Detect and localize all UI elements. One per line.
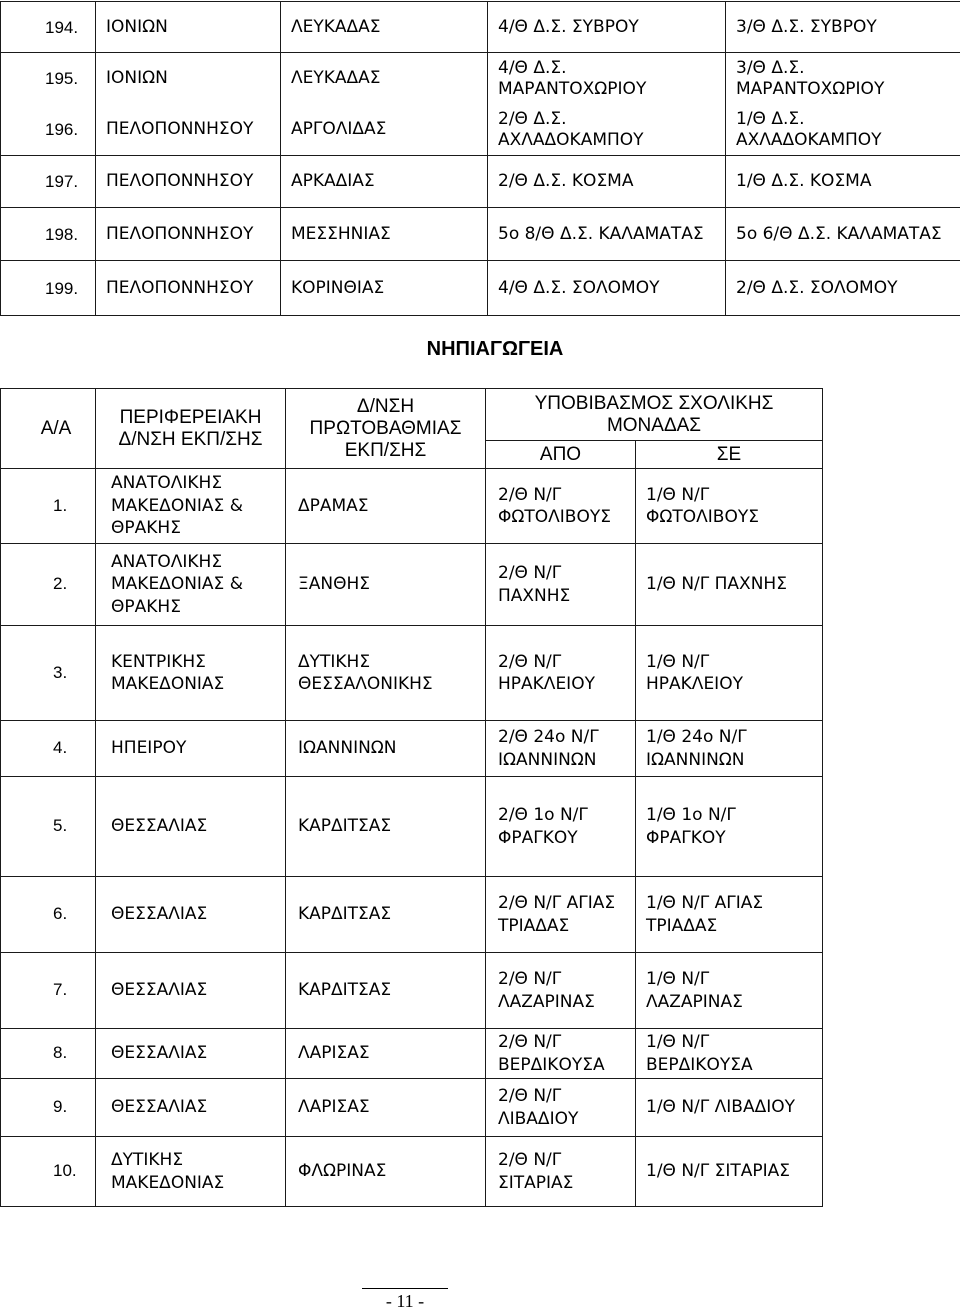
to-school-cell: 1/Θ Ν/Γ ΒΕΡΔΙΚΟΥΣΑ bbox=[636, 1029, 823, 1079]
to-school-cell: 2/Θ Δ.Σ. ΣΟΛΟΜΟΥ bbox=[726, 261, 960, 316]
region-cell: ΚΕΝΤΡΙΚΗΣ ΜΑΚΕΔΟΝΙΑΣ bbox=[96, 626, 286, 721]
table-row bbox=[1, 2, 960, 53]
table-row bbox=[1, 777, 823, 877]
region-cell: ΘΕΣΣΑΛΙΑΣ bbox=[96, 877, 286, 953]
directorate-cell: ΙΩΑΝΝΙΝΩΝ bbox=[286, 721, 486, 777]
header-regional-directorate: ΠΕΡΙΦΕΡΕΙΑΚΗ Δ/ΝΣΗ ΕΚΠ/ΣΗΣ bbox=[96, 389, 286, 469]
primary-school-relocation-table bbox=[0, 1, 960, 316]
header-to: ΣΕ bbox=[636, 441, 823, 469]
to-school-cell: 1/Θ Ν/Γ ΗΡΑΚΛΕΙΟΥ bbox=[636, 626, 823, 721]
row-number: 10. bbox=[1, 1137, 96, 1207]
prefecture-cell: ΛΕΥΚΑΔΑΣ bbox=[281, 2, 488, 53]
to-school-cell: 1/Θ Ν/Γ ΑΓΙΑΣ ΤΡΙΑΔΑΣ bbox=[636, 877, 823, 953]
table-row bbox=[1, 53, 960, 105]
table-header-row bbox=[1, 389, 823, 441]
from-school-cell: 2/Θ Δ.Σ. ΚΟΣΜΑ bbox=[488, 156, 726, 208]
table-row bbox=[1, 953, 823, 1029]
from-school-cell: 2/Θ Ν/Γ ΛΑΖΑΡΙΝΑΣ bbox=[486, 953, 636, 1029]
to-school-cell: 1/Θ Ν/Γ ΛΙΒΑΔΙΟΥ bbox=[636, 1079, 823, 1137]
from-school-cell: 2/Θ Ν/Γ ΠΑΧΝΗΣ bbox=[486, 544, 636, 626]
region-cell: ΔΥΤΙΚΗΣ ΜΑΚΕΔΟΝΙΑΣ bbox=[96, 1137, 286, 1207]
region-cell: ΙΟΝΙΩΝ bbox=[96, 53, 281, 105]
region-cell: ΑΝΑΤΟΛΙΚΗΣ ΜΑΚΕΔΟΝΙΑΣ & ΘΡΑΚΗΣ bbox=[96, 544, 286, 626]
directorate-cell: ΛΑΡΙΣΑΣ bbox=[286, 1079, 486, 1137]
row-number: 2. bbox=[1, 544, 96, 626]
header-from: ΑΠΟ bbox=[486, 441, 636, 469]
from-school-cell: 2/Θ 24ο Ν/Γ ΙΩΑΝΝΙΝΩΝ bbox=[486, 721, 636, 777]
table-row bbox=[1, 261, 960, 316]
to-school-cell: 1/Θ Δ.Σ. ΚΟΣΜΑ bbox=[726, 156, 960, 208]
from-school-cell: 5ο 8/Θ Δ.Σ. ΚΑΛΑΜΑΤΑΣ bbox=[488, 208, 726, 261]
from-school-cell: 2/Θ Ν/Γ ΒΕΡΔΙΚΟΥΣΑ bbox=[486, 1029, 636, 1079]
region-cell: ΠΕΛΟΠΟΝΝΗΣΟΥ bbox=[96, 208, 281, 261]
row-number: 195. bbox=[1, 53, 96, 105]
to-school-cell: 5ο 6/Θ Δ.Σ. ΚΑΛΑΜΑΤΑΣ bbox=[726, 208, 960, 261]
row-number: 199. bbox=[1, 261, 96, 316]
to-school-cell: 1/Θ Ν/Γ ΛΑΖΑΡΙΝΑΣ bbox=[636, 953, 823, 1029]
table-row bbox=[1, 208, 960, 261]
section-title: ΝΗΠΙΑΓΩΓΕΙΑ bbox=[426, 338, 564, 360]
region-cell: ΠΕΛΟΠΟΝΝΗΣΟΥ bbox=[96, 105, 281, 156]
row-number: 9. bbox=[1, 1079, 96, 1137]
directorate-cell: ΦΛΩΡΙΝΑΣ bbox=[286, 1137, 486, 1207]
table-row bbox=[1, 156, 960, 208]
table-row bbox=[1, 626, 823, 721]
from-school-cell: 2/Θ Ν/Γ ΦΩΤΟΛΙΒΟΥΣ bbox=[486, 469, 636, 544]
header-school-downgrade: ΥΠΟΒΙΒΑΣΜΟΣ ΣΧΟΛΙΚΗΣ ΜΟΝΑΔΑΣ bbox=[486, 389, 823, 441]
row-number: 7. bbox=[1, 953, 96, 1029]
directorate-cell: ΚΑΡΔΙΤΣΑΣ bbox=[286, 777, 486, 877]
from-school-cell: 2/Θ 1ο Ν/Γ ΦΡΑΓΚΟΥ bbox=[486, 777, 636, 877]
header-primary-directorate: Δ/ΝΣΗ ΠΡΩΤΟΒΑΘΜΙΑΣ ΕΚΠ/ΣΗΣ bbox=[286, 389, 486, 469]
prefecture-cell: ΜΕΣΣΗΝΙΑΣ bbox=[281, 208, 488, 261]
table-row bbox=[1, 1137, 823, 1207]
table-row bbox=[1, 544, 823, 626]
table-row bbox=[1, 877, 823, 953]
directorate-cell: ΔΥΤΙΚΗΣ ΘΕΣΣΑΛΟΝΙΚΗΣ bbox=[286, 626, 486, 721]
region-cell: ΗΠΕΙΡΟΥ bbox=[96, 721, 286, 777]
row-number: 4. bbox=[1, 721, 96, 777]
to-school-cell: 1/Θ 24ο Ν/Γ ΙΩΑΝΝΙΝΩΝ bbox=[636, 721, 823, 777]
table-row bbox=[1, 105, 960, 156]
nursery-schools-table bbox=[0, 388, 823, 1207]
table-row bbox=[1, 1079, 823, 1137]
from-school-cell: 2/Θ Ν/Γ ΑΓΙΑΣ ΤΡΙΑΔΑΣ bbox=[486, 877, 636, 953]
from-school-cell: 2/Θ Δ.Σ. ΑΧΛΑΔΟΚΑΜΠΟΥ bbox=[488, 105, 726, 156]
from-school-cell: 2/Θ Ν/Γ ΛΙΒΑΔΙΟΥ bbox=[486, 1079, 636, 1137]
from-school-cell: 2/Θ Ν/Γ ΗΡΑΚΛΕΙΟΥ bbox=[486, 626, 636, 721]
table-row bbox=[1, 1029, 823, 1079]
prefecture-cell: ΑΡΓΟΛΙΔΑΣ bbox=[281, 105, 488, 156]
from-school-cell: 4/Θ Δ.Σ. ΣΟΛΟΜΟΥ bbox=[488, 261, 726, 316]
to-school-cell: 1/Θ Ν/Γ ΣΙΤΑΡΙΑΣ bbox=[636, 1137, 823, 1207]
table-row bbox=[1, 721, 823, 777]
prefecture-cell: ΚΟΡΙΝΘΙΑΣ bbox=[281, 261, 488, 316]
to-school-cell: 1/Θ Δ.Σ. ΑΧΛΑΔΟΚΑΜΠΟΥ bbox=[726, 105, 960, 156]
directorate-cell: ΚΑΡΔΙΤΣΑΣ bbox=[286, 877, 486, 953]
region-cell: ΘΕΣΣΑΛΙΑΣ bbox=[96, 953, 286, 1029]
page-number: - 11 - bbox=[362, 1288, 448, 1312]
from-school-cell: 4/Θ Δ.Σ. ΜΑΡΑΝΤΟΧΩΡΙΟΥ bbox=[488, 53, 726, 105]
region-cell: ΙΟΝΙΩΝ bbox=[96, 2, 281, 53]
directorate-cell: ΛΑΡΙΣΑΣ bbox=[286, 1029, 486, 1079]
to-school-cell: 3/Θ Δ.Σ. ΜΑΡΑΝΤΟΧΩΡΙΟΥ bbox=[726, 53, 960, 105]
row-number: 198. bbox=[1, 208, 96, 261]
table-row bbox=[1, 469, 823, 544]
to-school-cell: 3/Θ Δ.Σ. ΣΥΒΡΟΥ bbox=[726, 2, 960, 53]
row-number: 6. bbox=[1, 877, 96, 953]
directorate-cell: ΔΡΑΜΑΣ bbox=[286, 469, 486, 544]
from-school-cell: 2/Θ Ν/Γ ΣΙΤΑΡΙΑΣ bbox=[486, 1137, 636, 1207]
region-cell: ΠΕΛΟΠΟΝΝΗΣΟΥ bbox=[96, 261, 281, 316]
to-school-cell: 1/Θ Ν/Γ ΠΑΧΝΗΣ bbox=[636, 544, 823, 626]
prefecture-cell: ΑΡΚΑΔΙΑΣ bbox=[281, 156, 488, 208]
directorate-cell: ΞΑΝΘΗΣ bbox=[286, 544, 486, 626]
row-number: 3. bbox=[1, 626, 96, 721]
row-number: 197. bbox=[1, 156, 96, 208]
region-cell: ΘΕΣΣΑΛΙΑΣ bbox=[96, 777, 286, 877]
from-school-cell: 4/Θ Δ.Σ. ΣΥΒΡΟΥ bbox=[488, 2, 726, 53]
header-row-number: Α/Α bbox=[1, 389, 96, 469]
row-number: 1. bbox=[1, 469, 96, 544]
to-school-cell: 1/Θ 1ο Ν/Γ ΦΡΑΓΚΟΥ bbox=[636, 777, 823, 877]
row-number: 196. bbox=[1, 105, 96, 156]
prefecture-cell: ΛΕΥΚΑΔΑΣ bbox=[281, 53, 488, 105]
region-cell: ΠΕΛΟΠΟΝΝΗΣΟΥ bbox=[96, 156, 281, 208]
directorate-cell: ΚΑΡΔΙΤΣΑΣ bbox=[286, 953, 486, 1029]
to-school-cell: 1/Θ Ν/Γ ΦΩΤΟΛΙΒΟΥΣ bbox=[636, 469, 823, 544]
row-number: 8. bbox=[1, 1029, 96, 1079]
row-number: 5. bbox=[1, 777, 96, 877]
region-cell: ΘΕΣΣΑΛΙΑΣ bbox=[96, 1029, 286, 1079]
region-cell: ΘΕΣΣΑΛΙΑΣ bbox=[96, 1079, 286, 1137]
region-cell: ΑΝΑΤΟΛΙΚΗΣ ΜΑΚΕΔΟΝΙΑΣ & ΘΡΑΚΗΣ bbox=[96, 469, 286, 544]
row-number: 194. bbox=[1, 2, 96, 53]
